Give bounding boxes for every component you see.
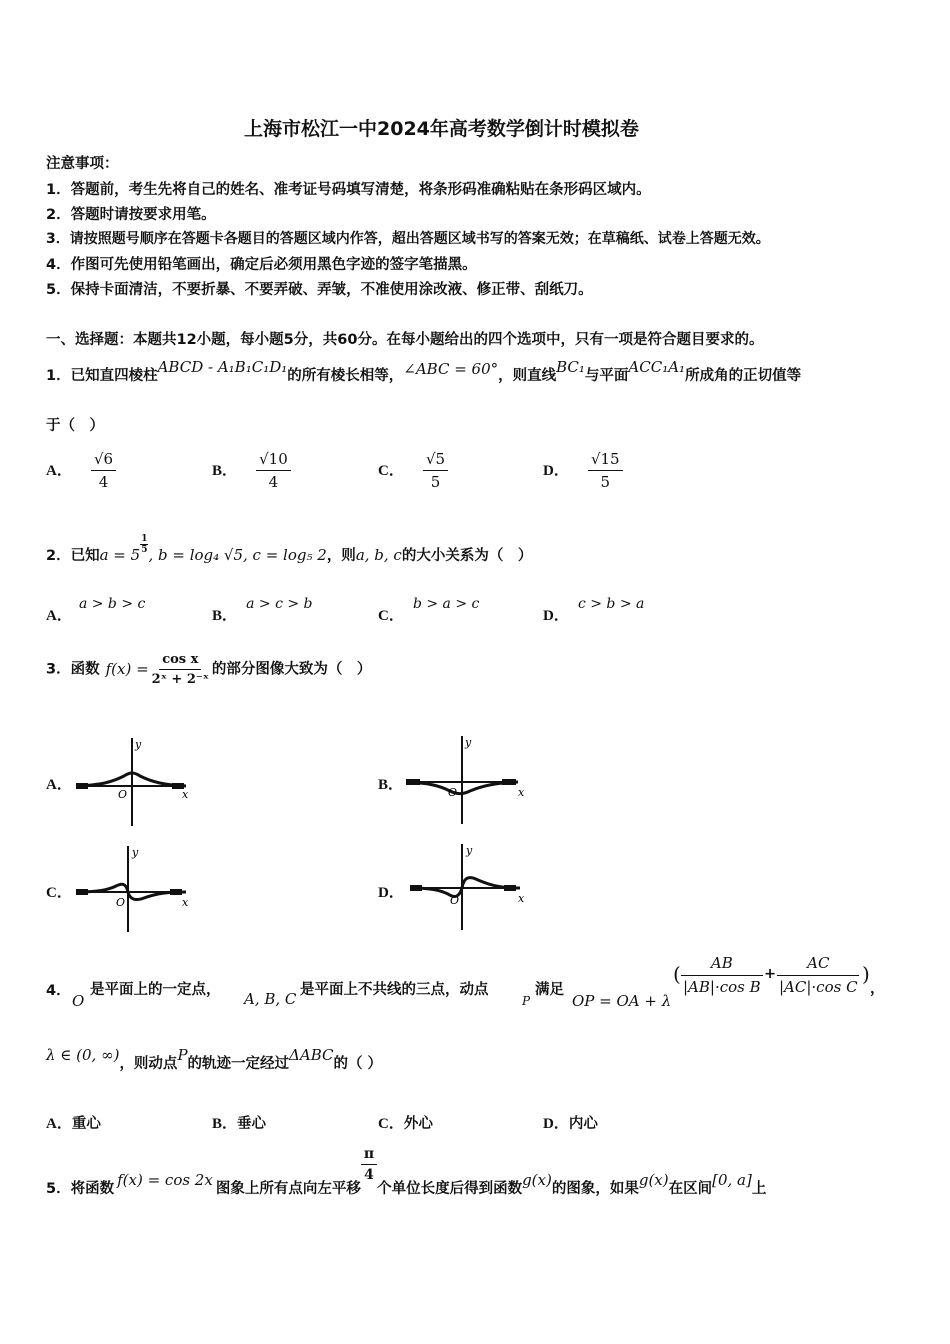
option-label: C． — [378, 463, 404, 479]
option-b[interactable]: B． — [378, 777, 404, 793]
notice-item: 2．答题时请按要求用笔。 — [46, 207, 216, 223]
q1-text: 所成角的正切值等 — [685, 368, 802, 384]
option-a[interactable] — [46, 592, 146, 624]
option-label: C． — [378, 608, 404, 624]
option-expression: a > c > b — [246, 596, 313, 612]
point-p: P — [522, 994, 531, 1008]
fraction-numerator: √6 — [91, 450, 116, 471]
question-4-number: 4． — [46, 983, 71, 999]
fraction-denominator: 5 — [600, 473, 611, 491]
option-b[interactable] — [212, 1112, 266, 1133]
option-label: A． — [46, 1116, 72, 1132]
lambda-range: λ ∈ (0, ∞) — [46, 1046, 120, 1064]
question-5 — [46, 1146, 767, 1197]
fraction-denominator: |AC|·cos C — [779, 978, 858, 996]
q3-text: 函数 — [70, 661, 100, 678]
option-c[interactable] — [378, 592, 480, 624]
q5-text: 在区间 — [668, 1180, 713, 1197]
x-axis-label: x — [518, 892, 525, 905]
option-expression: c > b > a — [577, 596, 645, 612]
y-axis-label: y — [466, 844, 473, 857]
q5-text: 图象上所有点向左平移 — [215, 1180, 361, 1197]
x-axis-label: x — [518, 786, 525, 799]
triangle-abc: ΔABC — [289, 1046, 334, 1064]
vector-fraction-ab — [680, 954, 764, 996]
q5-math: g(x) — [638, 1170, 669, 1189]
fraction-denominator: 4 — [98, 473, 109, 491]
point-o: O — [72, 992, 85, 1010]
option-c[interactable] — [378, 1112, 433, 1133]
q3-text: 的部分图像大致为（ ） — [211, 661, 372, 678]
graph-option-a[interactable] — [72, 734, 196, 828]
q5-math: g(x) — [522, 1170, 552, 1189]
option-label: D． — [543, 1116, 569, 1132]
q2-text: 已知 — [70, 548, 100, 564]
option-expression: a > b > c — [78, 596, 146, 612]
q2-text: ，则 — [326, 548, 356, 564]
q5-text: 的图象，如果 — [551, 1180, 639, 1197]
y-axis-label: y — [465, 736, 472, 749]
q1-text: 已知直四棱柱 — [70, 368, 158, 384]
q5-text: 将函数 — [70, 1180, 115, 1197]
question-1 — [46, 358, 802, 385]
q4-text: 的轨迹一定经过 — [187, 1056, 290, 1072]
origin-label: O — [450, 894, 460, 907]
fraction-numerator: AB — [681, 954, 763, 976]
origin-label: O — [448, 786, 458, 799]
option-label: B． — [212, 1116, 238, 1132]
q1-text: ，则直线 — [498, 368, 557, 384]
graph-option-c[interactable] — [72, 844, 196, 936]
curve-end-mark — [504, 885, 516, 891]
fraction-denominator: 4 — [268, 473, 279, 491]
q1-math: ACC₁A₁ — [628, 358, 686, 376]
fraction-numerator: √10 — [256, 450, 291, 471]
option-d[interactable] — [543, 1112, 598, 1133]
q1-math: BC₁ — [556, 358, 585, 376]
left-paren: ( — [673, 962, 681, 986]
fraction-denominator: 4 — [364, 1167, 374, 1183]
fraction-numerator: π — [361, 1146, 377, 1165]
option-b[interactable] — [212, 592, 313, 624]
page-title: 上海市松江一中2024年高考数学倒计时模拟卷 — [244, 118, 639, 140]
option-label: D． — [543, 608, 569, 624]
option-label: D． — [543, 463, 569, 479]
q3-math: f(x) = — [105, 659, 149, 678]
option-label: B． — [212, 608, 238, 624]
plus-sign: + — [764, 966, 777, 982]
option-label: B． — [212, 463, 238, 479]
q4-comma: ， — [870, 981, 885, 997]
origin-label: O — [116, 896, 126, 909]
option-label: A． — [46, 463, 72, 479]
q2-math: a = 5 — [99, 546, 141, 564]
x-axis-label: x — [182, 896, 189, 909]
fraction-numerator: √15 — [588, 450, 623, 471]
curve-end-mark — [76, 783, 88, 789]
notice-item: 3．请按照题号顺序在答题卡各题目的答题区域内作答，超出答题区域书写的答案无效；在草稿纸、试卷上答题无效。 — [46, 231, 770, 247]
q2-text: 的大小关系为（ ） — [401, 548, 533, 564]
option-label: A． — [46, 608, 72, 624]
question-number: 2． — [46, 548, 71, 564]
option-b[interactable] — [212, 450, 291, 491]
origin-label: O — [118, 788, 128, 801]
vector-equation: OP = OA + λ — [572, 992, 672, 1010]
q5-math: [0, a] — [712, 1170, 752, 1189]
fraction-numerator: AC — [777, 954, 859, 976]
points-abc: A, B, C — [244, 990, 297, 1008]
option-text: 重心 — [71, 1116, 101, 1132]
curve-end-mark — [410, 885, 422, 891]
q2-math: a, b, c — [355, 546, 402, 564]
option-c[interactable]: C． — [46, 885, 72, 901]
vector-fraction-ac — [776, 954, 861, 996]
option-d[interactable] — [543, 450, 623, 491]
question-3 — [46, 652, 371, 687]
q1-math: ∠ABC = 60° — [403, 360, 499, 378]
option-expression: b > a > c — [412, 596, 480, 612]
right-paren: ) — [862, 962, 870, 986]
q4-text: 是平面上不共线的三点，动点 — [300, 982, 489, 998]
notice-item: 5．保持卡面清洁，不要折暴、不要弄破、弄皱，不准使用涂改液、修正带、刮纸刀。 — [46, 282, 593, 298]
curve-end-mark — [170, 889, 182, 895]
option-label: C． — [378, 1116, 404, 1132]
option-c[interactable] — [378, 450, 448, 491]
q5-text: 个单位长度后得到函数 — [377, 1180, 523, 1197]
fraction-denominator: 5 — [430, 473, 441, 491]
question-2 — [46, 533, 533, 567]
q1-text: 的所有棱长相等， — [287, 368, 404, 384]
fraction-denominator: 2ˣ + 2⁻ˣ — [151, 672, 209, 687]
y-axis-label: y — [135, 738, 142, 751]
notice-heading: 注意事项： — [46, 156, 119, 172]
q5-text: 上 — [751, 1180, 767, 1197]
option-text: 垂心 — [237, 1116, 267, 1132]
exponent-denominator: 5 — [141, 544, 148, 555]
question-number: 1． — [46, 368, 71, 384]
notice-item: 4．作图可先使用铅笔画出，确定后必须用黑色字迹的签字笔描黑。 — [46, 257, 477, 273]
exponent-numerator: 1 — [141, 533, 148, 544]
q5-math: f(x) = cos 2x — [117, 1170, 213, 1189]
q4-text: 满足 — [535, 982, 564, 998]
q4-text: 是平面上的一定点， — [90, 982, 221, 998]
q4-text: ，则动点 — [119, 1056, 178, 1072]
option-d[interactable] — [543, 592, 645, 624]
option-text: 外心 — [403, 1116, 433, 1132]
option-a[interactable]: A． — [46, 777, 72, 793]
question-number: 3． — [46, 661, 71, 678]
x-axis-label: x — [182, 788, 189, 801]
q1-continued: 于（ ） — [46, 418, 104, 434]
q4-line-2 — [46, 1046, 383, 1073]
point-p: P — [177, 1046, 188, 1064]
section-heading: 一、选择题：本题共12小题，每小题5分，共60分。在每小题给出的四个选项中，只有一项是符合题目要求的。 — [46, 332, 764, 348]
q4-text: 的（ ） — [333, 1056, 383, 1072]
graph-option-d[interactable] — [406, 842, 530, 934]
curve-end-mark — [502, 779, 516, 785]
option-text: 内心 — [568, 1116, 598, 1132]
q1-math: ABCD - A₁B₁C₁D₁ — [157, 358, 288, 376]
fraction-numerator: cos x — [159, 652, 201, 670]
option-a[interactable] — [46, 1112, 101, 1133]
notice-item: 1．答题前，考生先将自己的姓名、准考证号码填写清楚，将条形码准确粘贴在条形码区域内。 — [46, 182, 651, 198]
option-a[interactable] — [46, 450, 116, 491]
q2-math: , b = log₄ √5, c = log₅ 2 — [148, 546, 327, 564]
graph-option-b[interactable] — [402, 734, 528, 828]
curve-end-mark — [76, 889, 88, 895]
q1-text: 与平面 — [584, 368, 629, 384]
option-d[interactable]: D． — [378, 885, 404, 901]
curve-end-mark — [406, 779, 420, 785]
fraction-denominator: |AB|·cos B — [683, 978, 761, 996]
y-axis-label: y — [132, 846, 139, 859]
fraction-numerator: √5 — [423, 450, 448, 471]
question-number: 5． — [46, 1180, 71, 1197]
